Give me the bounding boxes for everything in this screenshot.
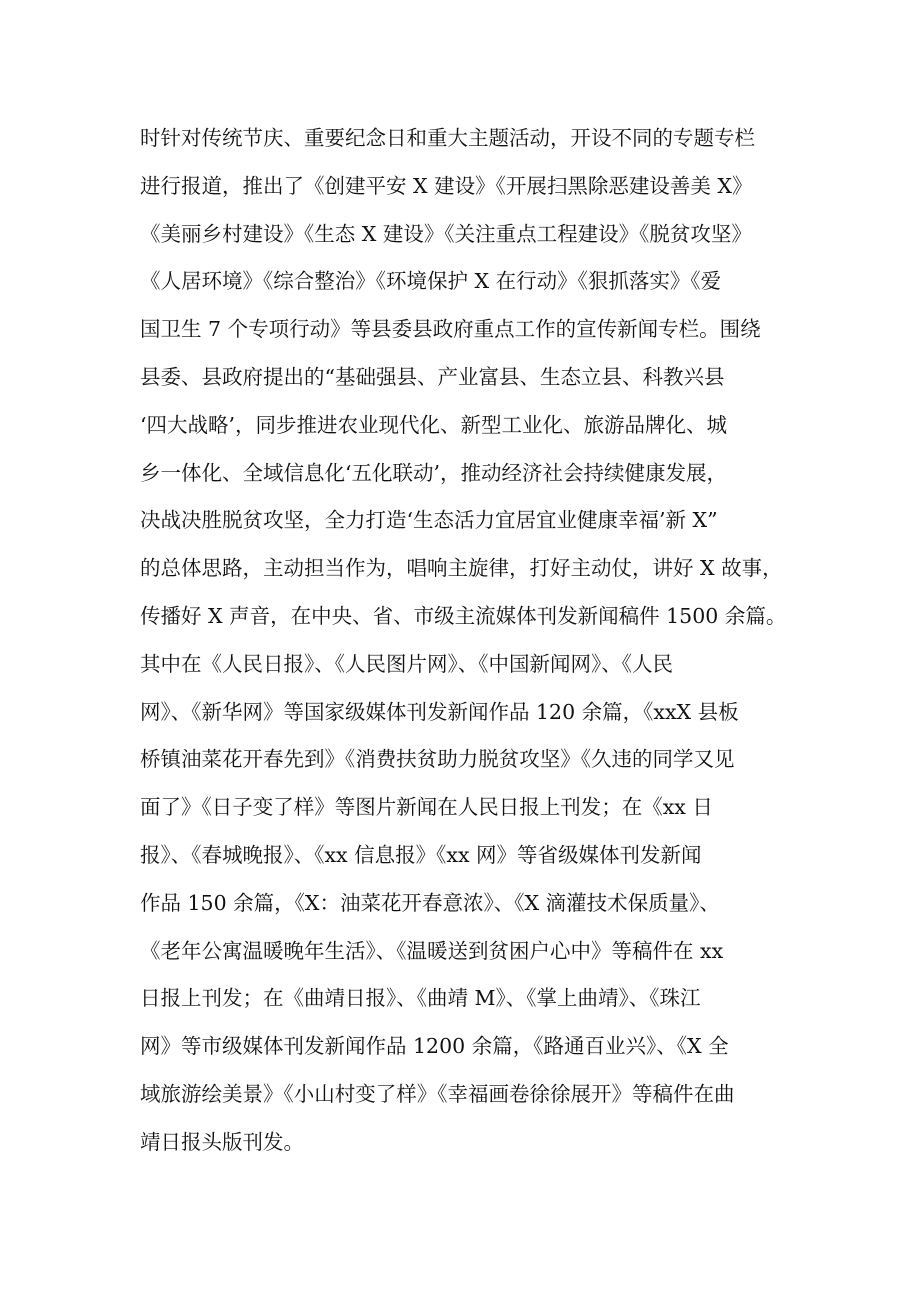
text-line: 其中在《人民日报》、《人民图片网》、《中国新闻网》、《人民 [140, 651, 673, 676]
text-line: 《老年公寓温暖晚年生活》、《温暖送到贫困户心中》等稿件在 xx [140, 938, 724, 963]
text-line: 县委、县政府提出的“基础强县、产业富县、生态立县、科教兴县 [140, 364, 725, 389]
text-line: 网》等市级媒体刊发新闻作品 1200 余篇，《路通百业兴》、《X 全 [140, 1034, 729, 1059]
text-line: 《人居环境》《综合整治》《环境保护 X 在行动》《狠抓落实》《爱 [140, 269, 722, 294]
text-line: 作品 150 余篇，《X：油菜花开春意浓》、《X 滴灌技术保质量》、 [140, 890, 720, 915]
text-line: 桥镇油菜花开春先到》《消费扶贫助力脱贫攻坚》《久违的同学又见 [140, 747, 735, 772]
text-line: 《美丽乡村建设》《生态 X 建设》《关注重点工程建设》《脱贫攻坚》 [140, 221, 752, 246]
text-line: 进行报道，推出了《创建平安 X 建设》《开展扫黑除恶建设善美 X》 [140, 173, 753, 198]
text-line: 传播好 X 声音，在中央、省、市级主流媒体刊发新闻稿件 1500 余篇。 [140, 603, 787, 628]
text-line: 靖日报头版刊发。 [140, 1129, 304, 1154]
text-line: 网》、《新华网》等国家级媒体刊发新闻作品 120 余篇，《xxX 县板 [140, 699, 739, 724]
text-line: 国卫生 7 个专项行动》等县委县政府重点工作的宣传新闻专栏。围绕 [140, 317, 761, 342]
text-line: 报》、《春城晚报》、《xx 信息报》《xx 网》等省级媒体刊发新闻 [140, 842, 702, 867]
text-line: 时针对传统节庆、重要纪念日和重大主题活动，开设不同的专题专栏 [140, 126, 755, 150]
text-line: 乡一体化、全域信息化‘五化联动’，推动经济社会持续健康发展， [140, 460, 728, 485]
text-line: 的总体思路，主动担当作为，唱响主旋律，打好主动仗，讲好 X 故事， [140, 556, 783, 581]
text-line: 决战决胜脱贫攻坚，全力打造‘生态活力宜居宜业健康幸福’新 X” [140, 508, 718, 533]
text-line: 面了》《日子变了样》等图片新闻在人民日报上刊发；在《xx 日 [140, 795, 713, 820]
text-line: 日报上刊发；在《曲靖日报》、《曲靖 M》、《掌上曲靖》、《珠江 [140, 986, 701, 1011]
body-paragraph [140, 115, 800, 1167]
text-line: ‘四大战略’，同步推进农业现代化、新型工业化、旅游品牌化、城 [140, 412, 728, 437]
text-line: 域旅游绘美景》《小山村变了样》《幸福画卷徐徐展开》等稿件在曲 [140, 1081, 735, 1106]
